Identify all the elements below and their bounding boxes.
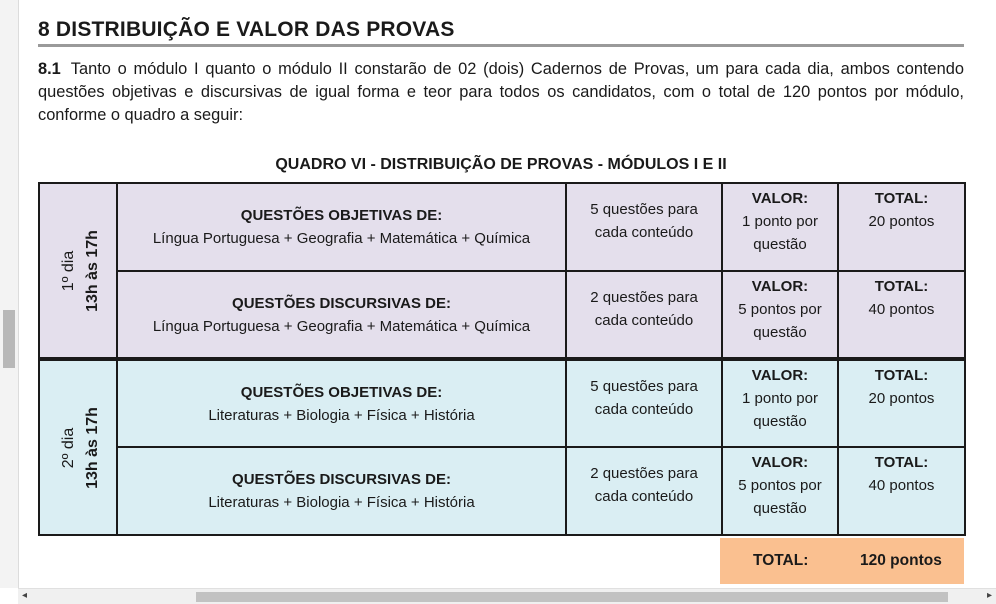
section-title: 8 DISTRIBUIÇÃO E VALOR DAS PROVAS <box>38 18 455 41</box>
value-cell: VALOR: 5 pontos por questão <box>722 447 838 535</box>
value-cell: VALOR: 1 ponto por questão <box>722 359 838 447</box>
questions-cell <box>117 359 566 447</box>
arrow-left-icon[interactable]: ◂ <box>22 590 28 601</box>
questions-cell <box>117 183 566 271</box>
grand-total-label: TOTAL: <box>753 552 809 569</box>
grand-total-value: 120 pontos <box>860 552 942 569</box>
questions-subjects: Literaturas + Biologia + Física + História <box>208 494 475 511</box>
table-row <box>39 183 965 271</box>
distribution-table <box>38 182 966 536</box>
table-row <box>39 447 965 535</box>
day-cell <box>39 359 117 535</box>
grand-total-box <box>720 538 964 584</box>
questions-subjects: Literaturas + Biologia + Física + História <box>208 406 475 424</box>
quantity-cell: 5 questões para cada conteúdo <box>566 183 722 271</box>
total-cell: TOTAL: 40 pontos <box>838 447 965 535</box>
quantity-cell: 2 questões para cada conteúdo <box>566 447 722 535</box>
table-row <box>39 271 965 359</box>
total-cell: TOTAL: 20 pontos <box>838 183 965 271</box>
questions-heading: QUESTÕES OBJETIVAS DE: <box>240 207 443 224</box>
horizontal-scrollbar[interactable] <box>18 588 996 604</box>
questions-cell <box>117 447 566 535</box>
paragraph-number: 8.1 <box>38 60 61 78</box>
paragraph <box>38 58 964 127</box>
title-underline <box>38 44 964 47</box>
horizontal-scroll-thumb[interactable] <box>196 592 948 602</box>
table-title: QUADRO VI - DISTRIBUIÇÃO DE PROVAS - MÓDULOS I E II <box>275 156 727 173</box>
quantity-cell: 5 questões para cada conteúdo <box>566 359 722 447</box>
questions-subjects: Língua Portuguesa + Geografia + Matemática + Química <box>152 317 531 335</box>
value-cell: VALOR: 1 ponto por questão <box>722 183 838 271</box>
vertical-scrollbar[interactable] <box>0 0 19 588</box>
table-row <box>39 359 965 447</box>
questions-cell <box>117 271 566 359</box>
value-cell: VALOR: 5 pontos por questão <box>722 271 838 359</box>
questions-heading: QUESTÕES DISCURSIVAS DE: <box>232 294 451 312</box>
day-cell <box>39 183 117 359</box>
arrow-right-icon[interactable]: ▸ <box>986 590 992 601</box>
vertical-scroll-thumb[interactable] <box>3 310 15 368</box>
questions-subjects: Língua Portuguesa + Geografia + Matemática + Química <box>152 230 531 247</box>
day-label: 1º dia 13h às 17h <box>59 229 101 312</box>
quantity-cell: 2 questões para cada conteúdo <box>566 271 722 359</box>
total-cell: TOTAL: 40 pontos <box>838 271 965 359</box>
day-label: 2º dia 13h às 17h <box>59 406 101 489</box>
questions-heading: QUESTÕES OBJETIVAS DE: <box>240 383 443 401</box>
total-cell: TOTAL: 20 pontos <box>838 359 965 447</box>
paragraph-text: Tanto o módulo I quanto o módulo II constarão de 02 (dois) Cadernos de Provas, um para cada dia, ambos contendo questões objetivas e discursivas de igual forma e teor para todos os candidatos, com o total de 120 pontos por módulo, conforme o quadro a seguir: <box>38 60 964 124</box>
questions-heading: QUESTÕES DISCURSIVAS DE: <box>232 471 451 488</box>
